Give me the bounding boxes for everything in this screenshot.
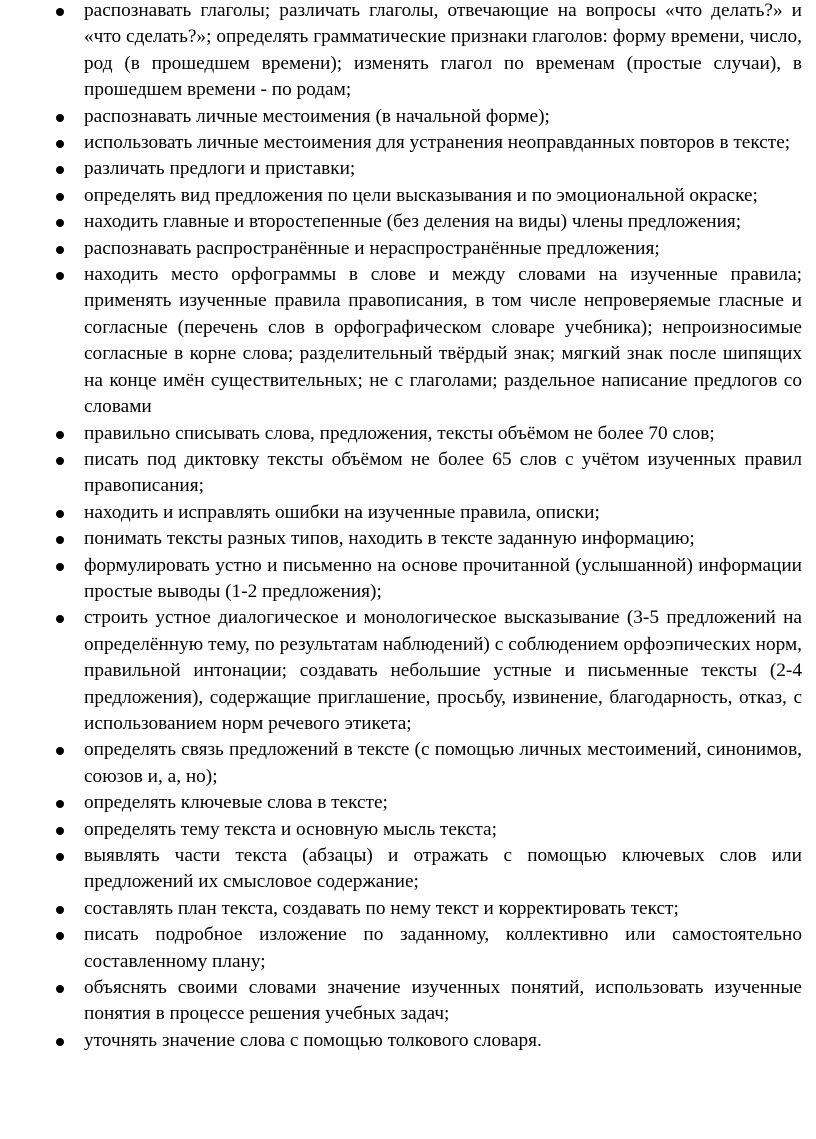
list-item: [0, 183, 802, 209]
bullet-icon: [56, 193, 64, 201]
bullet-icon: [56, 853, 64, 861]
bullet-icon: [56, 563, 64, 571]
bullet-icon: [56, 219, 64, 227]
list-item: [0, 790, 802, 816]
list-item-text: строить устное диалогическое и монологическое высказывание (3-5 предложений на определённую тему, по результатам наблюдений) с соблюдением орфоэпических норм, правильной интонации; создавать небольшие устные и письменные тексты (2-4 предложения), содержащие приглашение, просьбу, извинение, благодарность, отказ, с использованием норм речевого этикета;: [84, 607, 802, 734]
list-item: [0, 447, 802, 500]
list-item-text: находить место орфограммы в слове и между словами на изученные правила; применять изученные правила правописания, в том числе непроверяемые гласные и согласные (перечень слов в орфографическом словаре учебника); непроизносимые согласные в корне слова; разделительный твёрдый знак; мягкий знак после шипящих на конце имён существительных; не с глаголами; раздельное написание предлогов со словами: [84, 264, 802, 418]
bullet-icon: [56, 431, 64, 439]
bullet-icon: [56, 8, 64, 16]
list-item: [0, 130, 802, 156]
bullet-icon: [56, 906, 64, 914]
list-item: [0, 209, 802, 235]
bullet-icon: [56, 457, 64, 465]
bullet-icon: [56, 114, 64, 122]
list-item-text: писать подробное изложение по заданному, коллективно или самостоятельно составленному плану;: [84, 924, 802, 972]
list-item-text: распознавать распространённые и нераспространённые предложения;: [84, 237, 660, 259]
list-item: [0, 421, 802, 447]
list-item: [0, 553, 802, 606]
bullet-icon: [56, 1038, 64, 1046]
list-item-text: использовать личные местоимения для устранения неоправданных повторов в тексте;: [84, 132, 791, 154]
bullet-icon: [56, 827, 64, 835]
list-item: [0, 500, 802, 526]
list-item: [0, 922, 802, 975]
list-item: [0, 104, 802, 130]
list-item-text: находить главные и второстепенные (без деления на виды) члены предложения;: [84, 211, 742, 233]
bullet-icon: [56, 140, 64, 148]
list-item-text: определять ключевые слова в тексте;: [84, 792, 388, 814]
list-item: [0, 843, 802, 896]
list-item: [0, 975, 802, 1028]
list-item-text: правильно списывать слова, предложения, тексты объёмом не более 70 слов;: [84, 422, 715, 444]
bullet-icon: [56, 272, 64, 280]
list-item-text: выявлять части текста (абзацы) и отражать с помощью ключевых слов или предложений их смысловое содержание;: [84, 845, 802, 893]
bullet-icon: [56, 800, 64, 808]
bullet-icon: [56, 246, 64, 254]
list-item: [0, 0, 802, 104]
list-item-text: понимать тексты разных типов, находить в тексте заданную информацию;: [84, 528, 695, 550]
list-item: [0, 526, 802, 552]
list-item: [0, 605, 802, 737]
list-item: [0, 262, 802, 420]
list-item-text: определять тему текста и основную мысль текста;: [84, 818, 497, 840]
list-item: [0, 236, 802, 262]
list-item-text: формулировать устно и письменно на основе прочитанной (услышанной) информации простые выводы (1-2 предложения);: [84, 554, 802, 602]
bullet-icon: [56, 985, 64, 993]
list-item-text: различать предлоги и приставки;: [84, 158, 356, 180]
list-item: [0, 896, 802, 922]
list-item-text: распознавать личные местоимения (в начальной форме);: [84, 105, 550, 127]
list-item: [0, 156, 802, 182]
bullet-icon: [56, 747, 64, 755]
list-item-text: уточнять значение слова с помощью толкового словаря.: [84, 1029, 542, 1051]
list-item: [0, 817, 802, 843]
list-item-text: писать под диктовку тексты объёмом не более 65 слов с учётом изученных правил правописания;: [84, 448, 802, 497]
bullet-icon: [56, 536, 64, 544]
list-item-text: составлять план текста, создавать по нему текст и корректировать текст;: [84, 897, 679, 919]
bullet-icon: [56, 615, 64, 623]
list-item-text: распознавать глаголы; различать глаголы, отвечающие на вопросы «что делать?» и «что сделать?»; определять грамматические признаки глаголов: форму времени, число, род (в прошедшем времени); изменять глагол по временам (простые случаи), в прошедшем времени - по родам;: [84, 0, 802, 101]
list-item: [0, 1028, 802, 1054]
list-item-text: находить и исправлять ошибки на изученные правила, описки;: [84, 501, 600, 523]
list-item-text: определять вид предложения по цели высказывания и по эмоциональной окраске;: [84, 184, 758, 206]
bullet-icon: [56, 932, 64, 940]
list-item-text: определять связь предложений в тексте (с помощью личных местоимений, синонимов, союзов и, а, но);: [84, 739, 802, 787]
list-item-text: объяснять своими словами значение изученных понятий, использовать изученные понятия в процессе решения учебных задач;: [84, 977, 802, 1025]
bullet-icon: [56, 510, 64, 518]
list-item: [0, 737, 802, 790]
bullet-icon: [56, 166, 64, 174]
